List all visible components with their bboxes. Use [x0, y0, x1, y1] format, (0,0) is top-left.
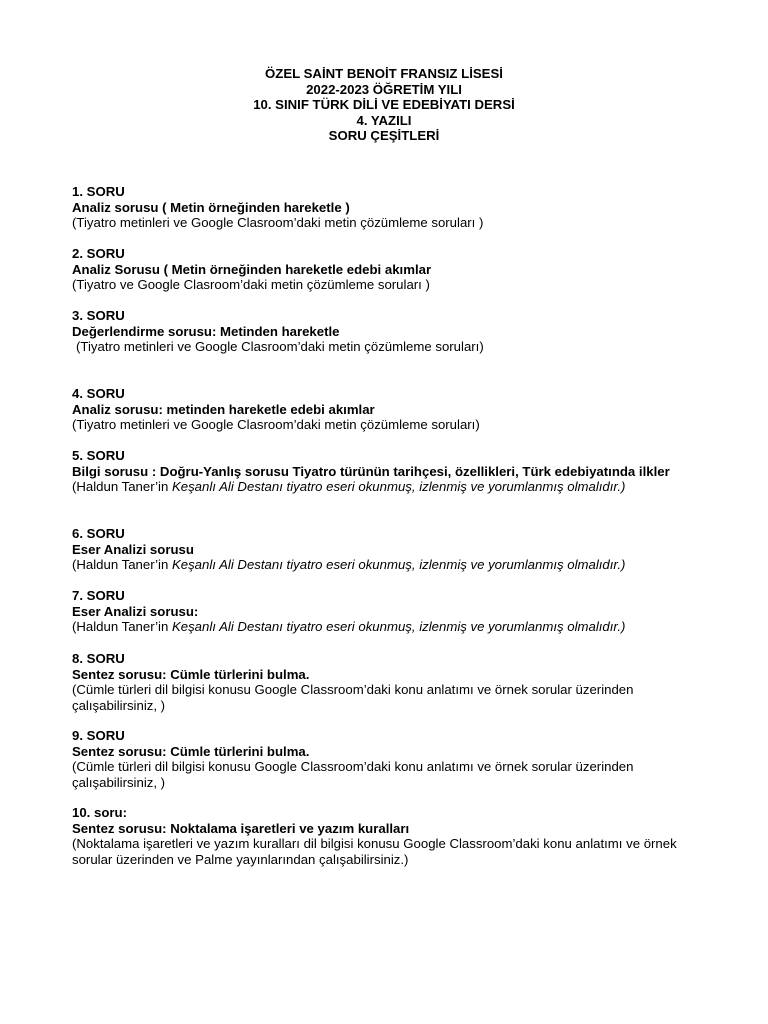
note-prefix: (Haldun Taner’in — [72, 557, 172, 572]
document-header — [0, 66, 768, 144]
question-note — [72, 619, 625, 635]
question-number: 8. SORU — [72, 651, 125, 666]
question-type: Analiz Sorusu ( Metin örneğinden hareketle edebi akımlar — [72, 261, 432, 277]
question-type: Sentez sorusu: Cümle türlerini bulma. — [72, 743, 310, 759]
question-type: Eser Analizi sorusu — [72, 541, 194, 557]
question-note: (Cümle türleri dil bilgisi konusu Google Classroom’daki konu anlatımı ve örnek sorular üzerinden çalışabilirsiniz, ) — [72, 759, 634, 790]
question-5 — [72, 448, 702, 495]
question-number: 4. SORU — [72, 386, 125, 401]
school-name: ÖZEL SAİNT BENOİT FRANSIZ LİSESİ — [265, 66, 503, 81]
note-prefix: (Haldun Taner’in — [72, 479, 172, 494]
question-note: (Noktalama işaretleri ve yazım kuralları dil bilgisi konusu Google Classroom’daki konu anlatımı ve örnek sorular üzerinden ve Palme yayınlarından çalışabilirsiniz.) — [72, 836, 677, 867]
question-8 — [72, 651, 697, 713]
question-note: (Tiyatro metinleri ve Google Clasroom’daki metin çözümleme soruları ) — [72, 215, 484, 230]
question-note: (Tiyatro metinleri ve Google Clasroom’daki metin çözümleme soruları) — [72, 417, 480, 432]
question-4 — [72, 386, 480, 433]
question-1 — [72, 184, 483, 231]
question-type: Analiz sorusu: metinden hareketle edebi akımlar — [72, 401, 375, 417]
question-type: Bilgi sorusu : Doğru-Yanlış sorusu Tiyatro türünün tarihçesi, özellikleri, Türk edebiyatında ilkler — [72, 463, 670, 479]
question-type: Sentez sorusu: Cümle türlerini bulma. — [72, 666, 310, 682]
note-prefix: (Haldun Taner’in — [72, 619, 172, 634]
question-number: 9. SORU — [72, 728, 125, 743]
note-italic: Keşanlı Ali Destanı tiyatro eseri okunmuş, izlenmiş ve yorumlanmış olmalıdır.) — [171, 557, 626, 572]
question-7 — [72, 588, 625, 635]
question-3 — [72, 308, 484, 355]
question-number: 2. SORU — [72, 246, 125, 261]
question-number: 3. SORU — [72, 308, 125, 323]
question-note — [72, 479, 702, 495]
question-note: (Tiyatro metinleri ve Google Clasroom’daki metin çözümleme soruları) — [76, 339, 484, 354]
question-9 — [72, 728, 697, 790]
question-note: (Tiyatro ve Google Clasroom’daki metin çözümleme soruları ) — [72, 277, 430, 292]
note-italic: Keşanlı Ali Destanı tiyatro eseri okunmuş, izlenmiş ve yorumlanmış olmalıdır.) — [171, 619, 626, 634]
question-type: Sentez sorusu: Noktalama işaretleri ve yazım kuralları — [72, 820, 410, 836]
question-note: (Cümle türleri dil bilgisi konusu Google Classroom’daki konu anlatımı ve örnek sorular üzerinden çalışabilirsiniz, ) — [72, 682, 634, 713]
question-number: 1. SORU — [72, 184, 125, 199]
question-type: Analiz sorusu ( Metin örneğinden hareketle ) — [72, 199, 350, 215]
course-title: 10. SINIF TÜRK DİLİ VE EDEBİYATI DERSİ — [253, 97, 515, 112]
question-number: 10. soru: — [72, 805, 127, 820]
question-2 — [72, 246, 431, 293]
academic-year: 2022-2023 ÖĞRETİM YILI — [306, 81, 462, 97]
question-number: 6. SORU — [72, 526, 125, 541]
question-number: 5. SORU — [72, 448, 125, 463]
question-number: 7. SORU — [72, 588, 125, 603]
question-note — [72, 557, 625, 573]
question-6 — [72, 526, 625, 573]
document-title: SORU ÇEŞİTLERİ — [328, 128, 440, 143]
exam-number: 4. YAZILI — [356, 112, 412, 128]
question-10 — [72, 805, 697, 867]
note-italic: Keşanlı Ali Destanı tiyatro eseri okunmuş, izlenmiş ve yorumlanmış olmalıdır.) — [171, 479, 626, 494]
question-type: Değerlendirme sorusu: Metinden hareketle — [72, 323, 340, 339]
question-type: Eser Analizi sorusu: — [72, 603, 199, 619]
